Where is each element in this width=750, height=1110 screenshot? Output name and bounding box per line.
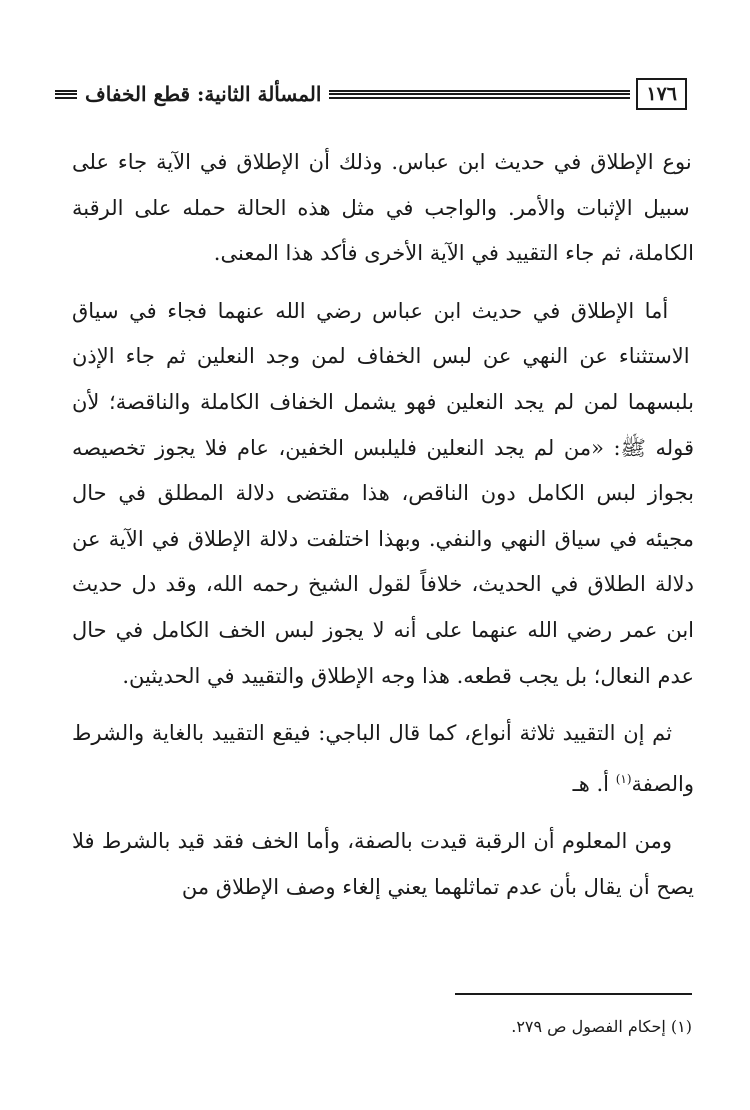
paragraph-4 (72, 819, 694, 910)
text-line: سياق النهي والنفي. وبهذا اختلفت دلالة الإطلاق في الآية عن دلالة (72, 526, 694, 597)
paragraph-1 (72, 140, 694, 277)
header-rule-right (329, 90, 630, 99)
text-line: النعال؛ بل يجب قطعه. هذا وجه الإطلاق والتقييد في الحديثين. (122, 663, 651, 688)
footnote-separator (455, 993, 692, 995)
paragraph-2 (72, 289, 694, 699)
text-line: بلبسهما لمن لم يجد النعلين فهو يشمل الخفاف الكاملة والناقصة؛ لأن قوله (72, 389, 694, 460)
text-line: عمر رضي الله عنهما على أنه لا يجوز لبس الخف الكامل في حال عدم (72, 617, 694, 688)
text-line: لبس الكامل دون الناقص، هذا مقتضى دلالة المطلق في حال مجيئه في (72, 481, 694, 551)
text-line: أما الإطلاق في حديث ابن عباس رضي الله عنهما فجاء في سياق (72, 298, 669, 323)
text-line-tail: أ. هـ (572, 771, 616, 796)
body-text (72, 140, 694, 923)
text-line: الكاملة، ثم جاء التقييد في الآية الأخرى فأكد هذا المعنى. (213, 241, 694, 266)
text-line: ومن المعلوم أن الرقبة قيدت بالصفة، وأما الخف فقد قيد بالشرط (94, 829, 672, 854)
footnote: (١) إحكام الفصول ص ٢٧٩. (511, 1017, 692, 1036)
text-line: الاستثناء عن النهي عن لبس الخفاف لمن وجد النعلين ثم جاء الإذن (72, 344, 690, 369)
footnote-reference[interactable]: (١) (615, 771, 632, 786)
text-line: نوع الإطلاق في حديث ابن عباس. وذلك أن الإطلاق في الآية جاء على (72, 150, 692, 174)
text-line: الطلاق في الحديث، خلافاً لقول الشيخ رحمه الله، وقد دل حديث ابن (72, 572, 694, 642)
text-line: سبيل الإثبات والأمر. والواجب في مثل هذه الحالة حمله على الرقبة (72, 195, 690, 220)
text-line: ثم إن التقييد ثلاثة أنواع، كما قال الباجي: فيقع التقييد بالغاية (144, 721, 672, 746)
text-line: فلا يصح أن يقال بأن عدم تماثلهما يعني إلغاء وصف الإطلاق من (72, 829, 694, 899)
page-header (55, 74, 687, 114)
header-rule-left (55, 90, 77, 99)
running-title: المسألة الثانية: قطع الخفاف (85, 82, 322, 106)
text-line: والشرط والصفة (72, 721, 694, 796)
page-number: ١٧٦ (636, 78, 687, 110)
paragraph-3 (72, 711, 694, 807)
text-line: ﷺ: «من لم يجد النعلين فليلبس الخفين، عام فلا يجوز تخصيصه بجواز (72, 435, 694, 506)
